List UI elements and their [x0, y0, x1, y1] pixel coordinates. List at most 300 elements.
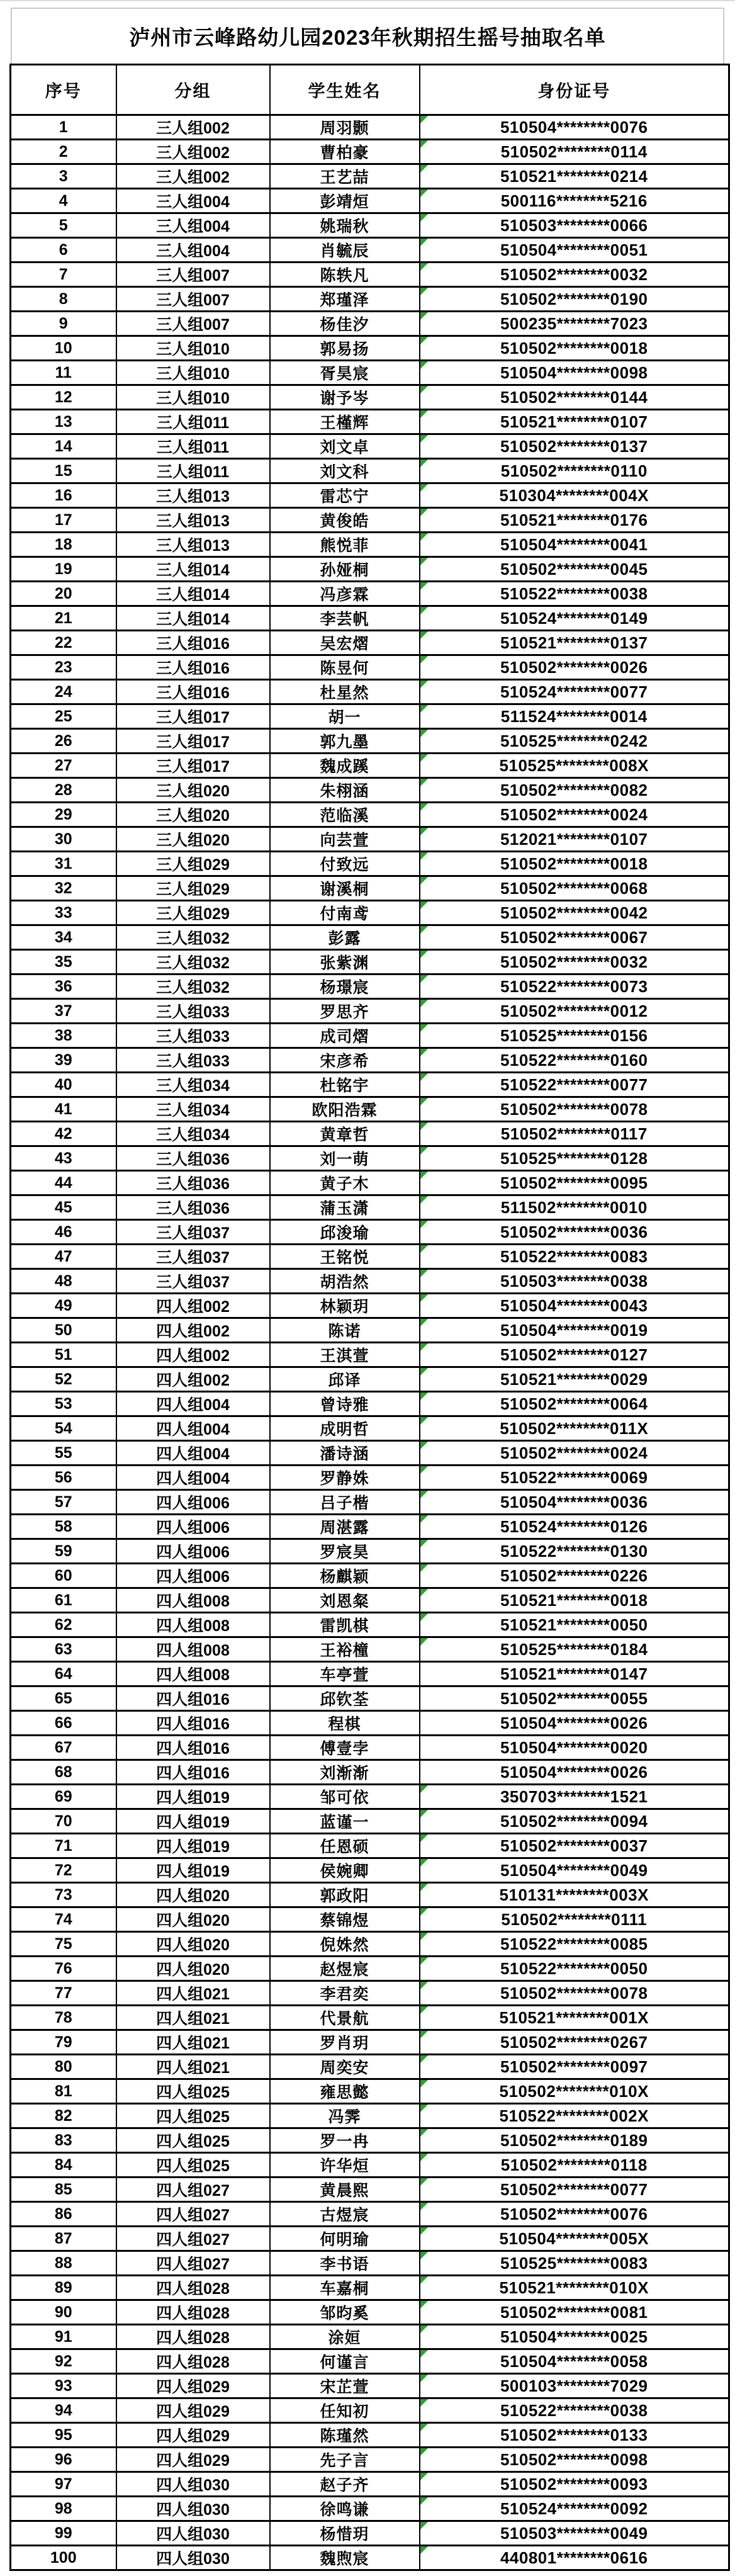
- cell-serial-number: 34: [11, 925, 116, 950]
- cell-student-name: 许华烜: [270, 2153, 420, 2178]
- cell-serial-number: 36: [11, 974, 116, 999]
- cell-corner-flag-triangle-icon: [420, 1147, 428, 1155]
- table-row: [11, 2055, 729, 2079]
- id-number-value: 510502********0018: [500, 854, 648, 873]
- cell-corner-flag-triangle-icon: [420, 730, 428, 737]
- cell-serial-number: 69: [11, 1785, 116, 1809]
- table-row: [11, 2153, 729, 2178]
- cell-id-number: [420, 2104, 729, 2128]
- cell-serial-number: 96: [11, 2448, 116, 2472]
- cell-serial-number: 21: [11, 606, 116, 631]
- id-number-value: 510502********0082: [500, 780, 648, 799]
- table-row: [11, 876, 729, 901]
- cell-corner-flag-triangle-icon: [420, 460, 428, 467]
- cell-group: 三人组014: [116, 582, 270, 606]
- cell-corner-flag-triangle-icon: [420, 926, 428, 934]
- cell-corner-flag-triangle-icon: [420, 1024, 428, 1032]
- id-number-value: 510502********0037: [500, 1836, 648, 1855]
- cell-group: 四人组002: [116, 1294, 270, 1318]
- id-number-value: 510504********0076: [500, 117, 648, 137]
- id-number-value: 510522********0077: [500, 1075, 648, 1094]
- cell-serial-number: 29: [11, 803, 116, 827]
- cell-id-number: [420, 164, 729, 189]
- id-number-value: 510502********0078: [500, 1983, 648, 2003]
- cell-id-number: [420, 1588, 729, 1613]
- cell-corner-flag-triangle-icon: [420, 435, 428, 443]
- cell-student-name: 周奕安: [270, 2055, 420, 2079]
- id-number-value: 510502********0097: [500, 2057, 648, 2076]
- cell-group: 四人组008: [116, 1637, 270, 1662]
- cell-group: 四人组004: [116, 1441, 270, 1466]
- cell-corner-flag-triangle-icon: [420, 140, 428, 148]
- cell-group: 四人组029: [116, 2448, 270, 2472]
- cell-student-name: 宋彦希: [270, 1048, 420, 1073]
- table-row: [11, 950, 729, 974]
- table-row: [11, 2497, 729, 2521]
- cell-student-name: 杨麒颖: [270, 1564, 420, 1588]
- id-number-value: 510502********0226: [500, 1566, 648, 1585]
- cell-serial-number: 38: [11, 1024, 116, 1048]
- cell-corner-flag-triangle-icon: [420, 2350, 428, 2358]
- cell-student-name: 徐鸣谦: [270, 2497, 420, 2521]
- cell-corner-flag-triangle-icon: [420, 901, 428, 909]
- cell-group: 四人组025: [116, 2079, 270, 2104]
- cell-group: 三人组007: [116, 263, 270, 287]
- cell-student-name: 陈昱何: [270, 655, 420, 680]
- cell-serial-number: 7: [11, 263, 116, 287]
- cell-student-name: 罗宸昊: [270, 1539, 420, 1564]
- cell-group: 四人组027: [116, 2202, 270, 2227]
- cell-student-name: 任恩硕: [270, 1834, 420, 1858]
- cell-corner-flag-triangle-icon: [420, 2399, 428, 2407]
- cell-serial-number: 31: [11, 852, 116, 876]
- cell-id-number: [420, 704, 729, 729]
- cell-group: 四人组016: [116, 1760, 270, 1785]
- cell-group: 四人组020: [116, 1883, 270, 1907]
- cell-corner-flag-triangle-icon: [420, 975, 428, 983]
- cell-serial-number: 37: [11, 999, 116, 1024]
- cell-student-name: 车亭萱: [270, 1662, 420, 1686]
- cell-serial-number: 44: [11, 1171, 116, 1195]
- cell-id-number: [420, 533, 729, 557]
- cell-student-name: 代景航: [270, 2006, 420, 2030]
- id-number-value: 510502********0067: [500, 927, 648, 947]
- cell-serial-number: 88: [11, 2251, 116, 2276]
- cell-group: 三人组017: [116, 704, 270, 729]
- id-number-value: 510502********0093: [500, 2474, 648, 2494]
- cell-corner-flag-triangle-icon: [420, 1393, 428, 1400]
- cell-corner-flag-triangle-icon: [420, 312, 428, 320]
- id-number-value: 510502********0018: [500, 338, 648, 358]
- cell-corner-flag-triangle-icon: [420, 1859, 428, 1867]
- id-number-value: 510504********005X: [499, 2229, 649, 2248]
- cell-corner-flag-triangle-icon: [420, 337, 428, 344]
- table-row: [11, 115, 729, 140]
- cell-id-number: [420, 1073, 729, 1097]
- cell-corner-flag-triangle-icon: [420, 2252, 428, 2259]
- cell-corner-flag-triangle-icon: [420, 2031, 428, 2038]
- cell-group: 三人组007: [116, 312, 270, 336]
- cell-id-number: [420, 950, 729, 974]
- cell-serial-number: 55: [11, 1441, 116, 1466]
- table-row: [11, 2546, 729, 2570]
- cell-serial-number: 1: [11, 115, 116, 140]
- cell-group: 三人组010: [116, 336, 270, 361]
- cell-corner-flag-triangle-icon: [420, 656, 428, 664]
- cell-serial-number: 85: [11, 2178, 116, 2202]
- id-number-value: 510524********0077: [500, 682, 648, 701]
- cell-serial-number: 67: [11, 1736, 116, 1760]
- cell-id-number: [420, 189, 729, 213]
- cell-group: 三人组037: [116, 1245, 270, 1269]
- table-row: [11, 2202, 729, 2227]
- cell-student-name: 任知初: [270, 2398, 420, 2423]
- cell-id-number: [420, 361, 729, 385]
- cell-group: 四人组019: [116, 1809, 270, 1834]
- cell-id-number: [420, 2325, 729, 2349]
- id-number-value: 500103********7029: [500, 2376, 648, 2395]
- cell-corner-flag-triangle-icon: [420, 1319, 428, 1326]
- cell-id-number: [420, 1613, 729, 1637]
- cell-serial-number: 79: [11, 2030, 116, 2055]
- cell-corner-flag-triangle-icon: [420, 1638, 428, 1646]
- id-number-value: 510502********0068: [500, 878, 648, 898]
- cell-student-name: 胥昊宸: [270, 361, 420, 385]
- cell-corner-flag-triangle-icon: [420, 2104, 428, 2112]
- cell-group: 四人组004: [116, 1466, 270, 1490]
- cell-serial-number: 87: [11, 2227, 116, 2251]
- cell-corner-flag-triangle-icon: [420, 2055, 428, 2063]
- id-number-value: 510521********0050: [500, 1615, 648, 1634]
- id-number-value: 510502********0012: [500, 1001, 648, 1020]
- cell-serial-number: 58: [11, 1515, 116, 1539]
- cell-serial-number: 20: [11, 582, 116, 606]
- cell-corner-flag-triangle-icon: [420, 116, 428, 123]
- cell-serial-number: 22: [11, 631, 116, 655]
- cell-corner-flag-triangle-icon: [420, 533, 428, 541]
- cell-id-number: [420, 1343, 729, 1367]
- cell-corner-flag-triangle-icon: [420, 1491, 428, 1498]
- cell-serial-number: 78: [11, 2006, 116, 2030]
- cell-student-name: 向芸萱: [270, 827, 420, 852]
- cell-student-name: 邱钦荃: [270, 1686, 420, 1711]
- table-row: [11, 410, 729, 434]
- cell-group: 三人组016: [116, 680, 270, 704]
- cell-serial-number: 42: [11, 1122, 116, 1146]
- cell-student-name: 曾诗雅: [270, 1392, 420, 1416]
- cell-corner-flag-triangle-icon: [420, 361, 428, 369]
- cell-student-name: 曹柏豪: [270, 140, 420, 164]
- cell-id-number: [420, 1785, 729, 1809]
- id-number-value: 510525********0083: [500, 2253, 648, 2273]
- table-row: [11, 1539, 729, 1564]
- cell-group: 三人组004: [116, 189, 270, 213]
- id-number-value: 510524********0092: [500, 2499, 648, 2518]
- id-number-value: 512021********0107: [500, 829, 648, 849]
- cell-corner-flag-triangle-icon: [420, 1343, 428, 1351]
- cell-group: 四人组028: [116, 2276, 270, 2300]
- cell-corner-flag-triangle-icon: [420, 1466, 428, 1474]
- cell-corner-flag-triangle-icon: [420, 2276, 428, 2284]
- cell-student-name: 雷芯宁: [270, 483, 420, 508]
- cell-id-number: [420, 631, 729, 655]
- cell-student-name: 雍思懿: [270, 2079, 420, 2104]
- cell-serial-number: 92: [11, 2349, 116, 2374]
- cell-corner-flag-triangle-icon: [420, 165, 428, 172]
- cell-student-name: 肖毓辰: [270, 238, 420, 263]
- cell-corner-flag-triangle-icon: [420, 2497, 428, 2505]
- cell-student-name: 杨惜玥: [270, 2521, 420, 2546]
- table-row: [11, 606, 729, 631]
- cell-student-name: 魏煦宸: [270, 2546, 420, 2570]
- table-row: [11, 434, 729, 459]
- id-number-value: 510525********0156: [500, 1025, 648, 1045]
- table-row: [11, 1245, 729, 1269]
- cell-id-number: [420, 2448, 729, 2472]
- cell-group: 四人组030: [116, 2472, 270, 2497]
- cell-group: 三人组033: [116, 999, 270, 1024]
- cell-serial-number: 50: [11, 1318, 116, 1343]
- cell-corner-flag-triangle-icon: [420, 1245, 428, 1253]
- table-row: [11, 1024, 729, 1048]
- cell-id-number: [420, 1466, 729, 1490]
- cell-id-number: [420, 1686, 729, 1711]
- cell-id-number: [420, 1122, 729, 1146]
- cell-corner-flag-triangle-icon: [420, 1933, 428, 1940]
- id-number-value: 510502********0024: [500, 805, 648, 824]
- cell-student-name: 刘文科: [270, 459, 420, 483]
- cell-id-number: [420, 729, 729, 754]
- cell-student-name: 郭九墨: [270, 729, 420, 754]
- cell-group: 四人组030: [116, 2521, 270, 2546]
- table-row: [11, 999, 729, 1024]
- cell-group: 三人组013: [116, 508, 270, 533]
- cell-serial-number: 40: [11, 1073, 116, 1097]
- id-number-value: 510522********0085: [500, 1934, 648, 1953]
- cell-id-number: [420, 754, 729, 778]
- cell-student-name: 郭易扬: [270, 336, 420, 361]
- cell-corner-flag-triangle-icon: [420, 1810, 428, 1817]
- cell-corner-flag-triangle-icon: [420, 1589, 428, 1596]
- table-row: [11, 1392, 729, 1416]
- cell-id-number: [420, 1367, 729, 1392]
- table-row: [11, 1957, 729, 1981]
- cell-group: 三人组020: [116, 803, 270, 827]
- cell-group: 三人组002: [116, 164, 270, 189]
- cell-id-number: [420, 1564, 729, 1588]
- cell-group: 四人组002: [116, 1318, 270, 1343]
- cell-corner-flag-triangle-icon: [420, 1221, 428, 1228]
- cell-corner-flag-triangle-icon: [420, 263, 428, 271]
- cell-id-number: [420, 1539, 729, 1564]
- id-number-value: 510504********0036: [500, 1492, 648, 1511]
- table-row: [11, 729, 729, 754]
- id-number-value: 510504********0051: [500, 240, 648, 259]
- cell-serial-number: 45: [11, 1195, 116, 1220]
- id-number-value: 510502********0267: [500, 2032, 648, 2052]
- table-row: [11, 2030, 729, 2055]
- cell-corner-flag-triangle-icon: [420, 1982, 428, 1989]
- table-row: [11, 2006, 729, 2030]
- cell-corner-flag-triangle-icon: [420, 779, 428, 786]
- id-number-value: 510522********0130: [500, 1541, 648, 1561]
- cell-group: 三人组002: [116, 115, 270, 140]
- cell-group: 四人组019: [116, 1858, 270, 1883]
- cell-id-number: [420, 2030, 729, 2055]
- cell-corner-flag-triangle-icon: [420, 2546, 428, 2554]
- cell-student-name: 范临溪: [270, 803, 420, 827]
- table-row: [11, 312, 729, 336]
- cell-serial-number: 3: [11, 164, 116, 189]
- cell-student-name: 黄章哲: [270, 1122, 420, 1146]
- cell-corner-flag-triangle-icon: [420, 2301, 428, 2308]
- cell-corner-flag-triangle-icon: [420, 2448, 428, 2456]
- cell-serial-number: 6: [11, 238, 116, 263]
- cell-serial-number: 15: [11, 459, 116, 483]
- cell-student-name: 谢予岑: [270, 385, 420, 410]
- id-number-value: 510522********0038: [500, 2400, 648, 2420]
- cell-serial-number: 49: [11, 1294, 116, 1318]
- table-row: [11, 263, 729, 287]
- id-number-value: 510522********002X: [499, 2106, 649, 2125]
- table-row: [11, 1195, 729, 1220]
- cell-corner-flag-triangle-icon: [420, 705, 428, 713]
- cell-id-number: [420, 2251, 729, 2276]
- cell-serial-number: 52: [11, 1367, 116, 1392]
- cell-id-number: [420, 974, 729, 999]
- cell-student-name: 欧阳浩霖: [270, 1097, 420, 1122]
- cell-corner-flag-triangle-icon: [420, 1613, 428, 1621]
- cell-group: 三人组011: [116, 434, 270, 459]
- table-row: [11, 680, 729, 704]
- cell-student-name: 陈瑾然: [270, 2423, 420, 2448]
- cell-corner-flag-triangle-icon: [420, 410, 428, 418]
- cell-serial-number: 62: [11, 1613, 116, 1637]
- id-number-value: 510521********0147: [500, 1664, 648, 1683]
- table-row: [11, 582, 729, 606]
- cell-serial-number: 32: [11, 876, 116, 901]
- id-number-value: 510502********0118: [500, 2155, 648, 2174]
- cell-student-name: 李君奕: [270, 1981, 420, 2006]
- cell-id-number: [420, 557, 729, 582]
- cell-student-name: 冯彦霖: [270, 582, 420, 606]
- cell-corner-flag-triangle-icon: [420, 2375, 428, 2382]
- cell-corner-flag-triangle-icon: [420, 2227, 428, 2235]
- cell-serial-number: 19: [11, 557, 116, 582]
- table-row: [11, 631, 729, 655]
- cell-group: 三人组036: [116, 1195, 270, 1220]
- cell-student-name: 付致远: [270, 852, 420, 876]
- cell-corner-flag-triangle-icon: [420, 852, 428, 860]
- table-row: [11, 2251, 729, 2276]
- cell-student-name: 郭政阳: [270, 1883, 420, 1907]
- cell-student-name: 成明哲: [270, 1416, 420, 1441]
- id-number-value: 510502********0094: [500, 1811, 648, 1831]
- id-number-value: 510522********0038: [500, 584, 648, 603]
- cell-id-number: [420, 2079, 729, 2104]
- cell-group: 三人组010: [116, 385, 270, 410]
- cell-corner-flag-triangle-icon: [420, 1270, 428, 1277]
- table-row: [11, 2423, 729, 2448]
- cell-corner-flag-triangle-icon: [420, 2080, 428, 2087]
- id-number-value: 510502********0095: [500, 1173, 648, 1192]
- table-row: [11, 1367, 729, 1392]
- table-row: [11, 1637, 729, 1662]
- cell-group: 四人组002: [116, 1343, 270, 1367]
- cell-group: 四人组006: [116, 1564, 270, 1588]
- cell-student-name: 蓝谨一: [270, 1809, 420, 1834]
- cell-serial-number: 27: [11, 754, 116, 778]
- cell-student-name: 古煜宸: [270, 2202, 420, 2227]
- cell-serial-number: 100: [11, 2546, 116, 2570]
- cell-student-name: 蔡锦煜: [270, 1907, 420, 1932]
- cell-corner-flag-triangle-icon: [420, 1294, 428, 1302]
- cell-id-number: [420, 1490, 729, 1515]
- cell-serial-number: 26: [11, 729, 116, 754]
- cell-id-number: [420, 1269, 729, 1294]
- cell-student-name: 杜铭宇: [270, 1073, 420, 1097]
- cell-group: 三人组033: [116, 1024, 270, 1048]
- cell-serial-number: 73: [11, 1883, 116, 1907]
- cell-student-name: 王铭悦: [270, 1245, 420, 1269]
- cell-student-name: 刘文卓: [270, 434, 420, 459]
- id-number-value: 510502********0133: [500, 2425, 648, 2444]
- cell-id-number: [420, 1637, 729, 1662]
- id-number-value: 510502********0055: [500, 1688, 648, 1708]
- cell-student-name: 刘一萌: [270, 1146, 420, 1171]
- cell-serial-number: 90: [11, 2300, 116, 2325]
- id-number-value: 510504********0026: [500, 1713, 648, 1732]
- table-row: [11, 974, 729, 999]
- cell-group: 三人组007: [116, 287, 270, 312]
- cell-student-name: 侯婉卿: [270, 1858, 420, 1883]
- cell-id-number: [420, 901, 729, 925]
- id-number-value: 510504********0049: [500, 1860, 648, 1880]
- cell-id-number: [420, 2398, 729, 2423]
- id-number-value: 510522********0160: [500, 1050, 648, 1070]
- cell-group: 四人组002: [116, 1367, 270, 1392]
- table-row: [11, 213, 729, 238]
- cell-student-name: 姚瑞秋: [270, 213, 420, 238]
- id-number-value: 510502********0032: [500, 952, 648, 971]
- cell-group: 三人组004: [116, 238, 270, 263]
- table-row: [11, 754, 729, 778]
- cell-id-number: [420, 1711, 729, 1736]
- cell-id-number: [420, 140, 729, 164]
- cell-serial-number: 61: [11, 1588, 116, 1613]
- cell-serial-number: 72: [11, 1858, 116, 1883]
- table-row: [11, 1981, 729, 2006]
- cell-student-name: 邹可依: [270, 1785, 420, 1809]
- cell-student-name: 潘诗涵: [270, 1441, 420, 1466]
- cell-corner-flag-triangle-icon: [420, 2154, 428, 2161]
- id-number-value: 510304********004X: [499, 485, 649, 505]
- cell-corner-flag-triangle-icon: [420, 288, 428, 295]
- cell-group: 四人组019: [116, 1785, 270, 1809]
- cell-group: 四人组021: [116, 2055, 270, 2079]
- cell-corner-flag-triangle-icon: [420, 2203, 428, 2210]
- cell-student-name: 邱译: [270, 1367, 420, 1392]
- cell-group: 三人组016: [116, 655, 270, 680]
- cell-serial-number: 63: [11, 1637, 116, 1662]
- cell-corner-flag-triangle-icon: [420, 828, 428, 835]
- cell-serial-number: 41: [11, 1097, 116, 1122]
- cell-student-name: 李芸帆: [270, 606, 420, 631]
- id-number-value: 510502********0189: [500, 2130, 648, 2150]
- cell-serial-number: 99: [11, 2521, 116, 2546]
- table-row: [11, 1736, 729, 1760]
- cell-serial-number: 75: [11, 1932, 116, 1957]
